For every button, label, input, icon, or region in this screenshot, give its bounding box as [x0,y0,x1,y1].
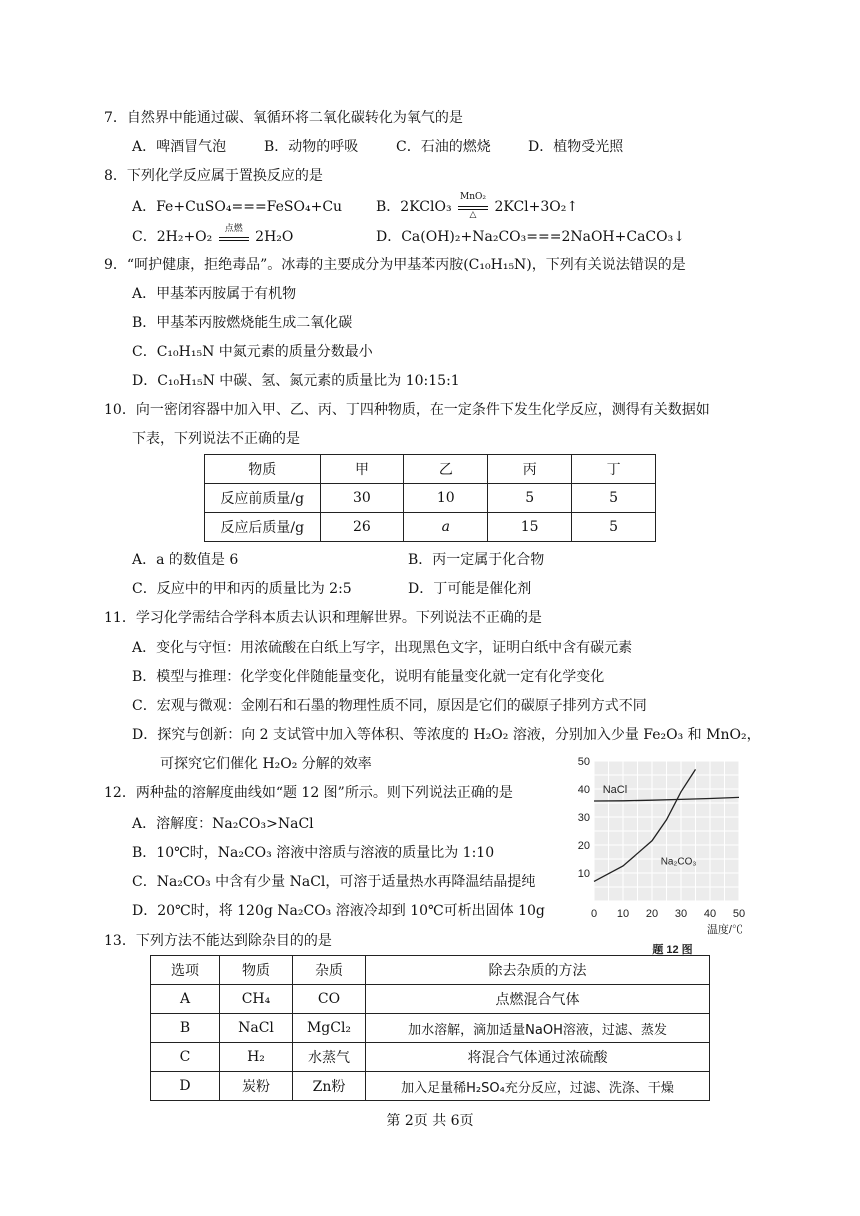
x-tick-label: 40 [703,908,717,920]
series-label-na2co3: Na₂CO₃ [660,856,697,868]
table-cell: 10 [404,484,488,513]
table-cell: A [151,985,220,1014]
table-cell: 水蒸气 [293,1043,366,1072]
table-cell: CH₄ [220,985,293,1014]
x-tick-label: 50 [732,908,746,920]
q8-option-a: A．Fe+CuSO₄===FeSO₄+Cu [132,199,343,215]
q9-option-c: C．C₁₀H₁₅N 中氮元素的质量分数最小 [132,344,373,360]
q7-option-a: A．啤酒冒气泡 [132,139,227,155]
table-cell: C [151,1043,220,1072]
table-cell: CO [293,985,366,1014]
table-cell: 选项 [151,956,220,985]
table-cell: 加入足量稀H₂SO₄充分反应，过滤、洗涤、干燥 [366,1072,710,1101]
table-row [205,455,656,484]
q10-stem-line2: 下表，下列说法不正确的是 [132,431,300,447]
q8-option-c [132,224,294,247]
table-cell: 15 [488,513,572,542]
x-tick-label: 0 [590,908,598,920]
x-tick-label: 30 [674,908,688,920]
table-cell: 26 [320,513,404,542]
table-row [205,484,656,513]
q8-b-catalyst: MnO₂ [460,192,487,202]
q11-option-b: B．模型与推理：化学变化伴随能量变化，说明有能量变化就一定有化学变化 [132,669,605,685]
q7-option-c: C．石油的燃烧 [396,139,491,155]
y-tick-label: 40 [577,784,590,796]
q11-option-d-line1: D．探究与创新：向 2 支试管中加入等体积、等浓度的 H₂O₂ 溶液，分别加入少量 Fe₂O₃ 和 MnO₂， [132,727,761,743]
table-cell: a [404,513,488,542]
table-row [151,956,710,985]
table-cell: 丁 [572,455,656,484]
table-cell: H₂ [220,1043,293,1072]
q7-stem: 7．自然界中能通过碳、氧循环将二氧化碳转化为氧气的是 [104,110,463,126]
table-cell: Zn粉 [293,1072,366,1101]
table-row [151,985,710,1014]
table-cell: 物质 [205,455,321,484]
table-cell: 5 [572,513,656,542]
y-tick-label: 30 [577,812,590,824]
q12-option-c: C．Na₂CO₃ 中含有少量 NaCl，可溶于适量热水再降温结晶提纯 [132,874,536,890]
table-cell: 将混合气体通过浓硫酸 [366,1043,710,1072]
q8-c-reactants: C．2H₂+O₂ [132,229,213,245]
q10-option-c: C．反应中的甲和丙的质量比为 2:5 [132,581,352,597]
q11-option-d-line2: 可探究它们催化 H₂O₂ 分解的效率 [160,756,372,772]
q9-stem: 9．“呵护健康，拒绝毒品”。冰毒的主要成分为甲基苯丙胺(C₁₀H₁₅N)，下列有关说法错误的是 [104,257,686,273]
table-cell: 反应前质量/g [205,484,321,513]
q11-option-a: A．变化与守恒：用浓硫酸在白纸上写字，出现黑色文字，证明白纸中含有碳元素 [132,640,633,656]
table-cell: 加水溶解，滴加适量NaOH溶液，过滤、蒸发 [366,1014,710,1043]
q11-option-c: C．宏观与微观：金刚石和石墨的物理性质不同，原因是它们的碳原子排列方式不同 [132,698,647,714]
table-cell: 5 [572,484,656,513]
table-cell: D [151,1072,220,1101]
x-tick-label: 20 [645,908,659,920]
table-cell: 乙 [404,455,488,484]
q9-option-a: A．甲基苯丙胺属于有机物 [132,286,297,302]
q10-table [204,454,656,542]
x-axis-label: 温度/℃ [706,924,743,936]
table-cell: NaCl [220,1014,293,1043]
q13-table [150,955,710,1101]
table-cell: MgCl₂ [293,1014,366,1043]
table-cell: 炭粉 [220,1072,293,1101]
q8-c-products: 2H₂O [255,229,294,245]
table-cell: 5 [488,484,572,513]
q10-stem-line1: 10．向一密闭容器中加入甲、乙、丙、丁四种物质，在一定条件下发生化学反应，测得有关数据如 [104,402,710,418]
q8-b-heat: △ [469,210,477,220]
table-cell: 丙 [488,455,572,484]
table-row [151,1043,710,1072]
series-label-nacl: NaCl [602,784,628,797]
y-tick-label: 50 [577,756,590,768]
table-row [151,1072,710,1101]
x-tick-label: 10 [616,908,630,920]
table-cell: 反应后质量/g [205,513,321,542]
q12-option-d: D．20℃时，将 120g Na₂CO₃ 溶液冷却到 10℃可析出固体 10g [132,903,545,919]
q8-option-b [376,192,579,220]
table-cell: 30 [320,484,404,513]
q12-stem: 12．两种盐的溶解度曲线如“题 12 图”所示。则下列说法正确的是 [104,785,513,801]
table-row [205,513,656,542]
page-footer: 第 2页 共 6页 [386,1113,474,1129]
q10-option-a: A．a 的数值是 6 [132,552,239,568]
q8-b-reactants: B．2KClO₃ [376,199,452,215]
q10-option-d: D．丁可能是催化剂 [408,581,532,597]
q7-option-d: D．植物受光照 [528,139,624,155]
solubility-chart [570,755,760,955]
q12-option-b: B．10℃时，Na₂CO₃ 溶液中溶质与溶液的质量比为 1:10 [132,845,495,861]
q8-c-condition: 点燃 [224,224,243,234]
y-tick-label: 10 [577,868,590,880]
y-tick-label: 20 [577,840,590,852]
q10-option-b: B．丙一定属于化合物 [408,552,545,568]
q8-b-products: 2KCl+3O₂↑ [494,199,579,215]
table-cell: 甲 [320,455,404,484]
chart-title: 题 12 图 [652,944,693,955]
q8-stem: 8．下列化学反应属于置换反应的是 [104,168,323,184]
table-cell: 杂质 [293,956,366,985]
table-cell: 除去杂质的方法 [366,956,710,985]
q11-stem: 11．学习化学需结合学科本质去认识和理解世界。下列说法不正确的是 [104,610,542,626]
q12-option-a: A．溶解度：Na₂CO₃>NaCl [132,816,314,832]
q9-option-b: B．甲基苯丙胺燃烧能生成二氧化碳 [132,315,353,331]
table-row [151,1014,710,1043]
q7-option-b: B．动物的呼吸 [264,139,359,155]
q13-stem: 13．下列方法不能达到除杂目的的是 [104,933,332,949]
q9-option-d: D．C₁₀H₁₅N 中碳、氢、氮元素的质量比为 10:15:1 [132,373,460,389]
chart-grid [594,761,739,901]
table-cell: 物质 [220,956,293,985]
q8-option-d: D．Ca(OH)₂+Na₂CO₃===2NaOH+CaCO₃↓ [376,229,685,245]
table-cell: B [151,1014,220,1043]
table-cell: 点燃混合气体 [366,985,710,1014]
